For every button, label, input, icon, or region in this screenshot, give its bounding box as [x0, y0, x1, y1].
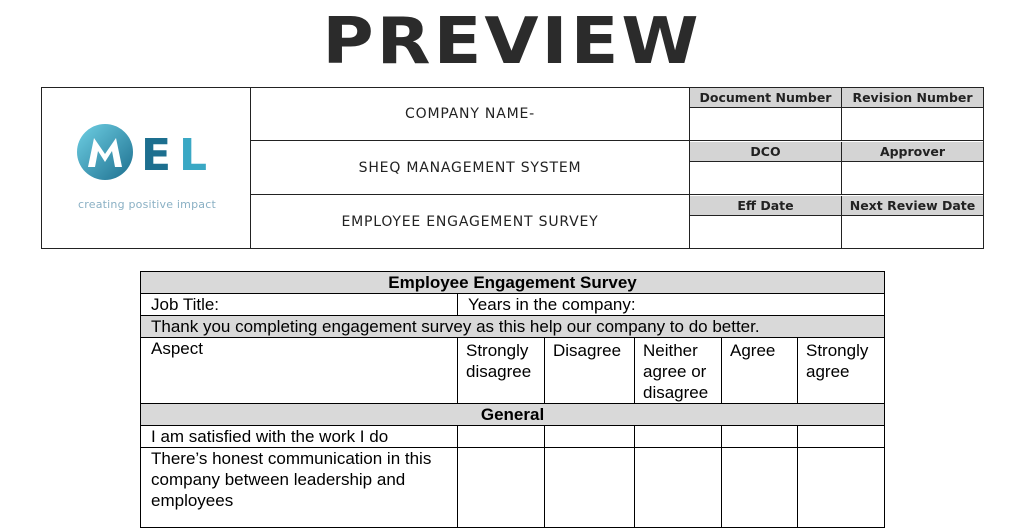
survey-title-row [141, 272, 885, 294]
dco-field[interactable] [690, 162, 842, 195]
option-neither: Neither agree or disagree [635, 338, 722, 404]
survey-item-row [141, 448, 885, 528]
approver-label: Approver [842, 142, 983, 162]
aspect-header: Aspect [141, 338, 458, 404]
eff-date-label: Eff Date [690, 196, 842, 216]
approver-field[interactable] [842, 162, 983, 195]
response-cell[interactable] [635, 426, 722, 448]
revision-number-label: Revision Number [842, 88, 983, 108]
response-cell[interactable] [798, 426, 885, 448]
response-cell[interactable] [798, 448, 885, 528]
dco-label: DCO [690, 142, 842, 162]
thank-you-row [141, 316, 885, 338]
years-in-company-field[interactable]: Years in the company: [458, 294, 885, 316]
revision-number-field[interactable] [842, 108, 983, 141]
response-cell[interactable] [545, 426, 635, 448]
preview-watermark: PREVIEW [322, 3, 702, 79]
survey-item-row [141, 426, 885, 448]
survey-title: Employee Engagement Survey [141, 272, 885, 294]
next-review-date-label: Next Review Date [842, 196, 983, 216]
svg-text:L: L [179, 130, 208, 181]
job-title-field[interactable]: Job Title: [141, 294, 458, 316]
job-info-row [141, 294, 885, 316]
logo-cell [42, 88, 251, 248]
survey-item-label: I am satisfied with the work I do [141, 426, 458, 448]
thank-you-note: Thank you completing engagement survey as this help our company to do better. [141, 316, 885, 338]
response-cell[interactable] [635, 448, 722, 528]
option-strongly-disagree: Strongly disagree [458, 338, 545, 404]
survey-table [140, 271, 885, 528]
option-disagree: Disagree [545, 338, 635, 404]
meta-block-document-number [690, 88, 983, 141]
company-logo [75, 122, 225, 182]
response-cell[interactable] [458, 426, 545, 448]
document-title: EMPLOYEE ENGAGEMENT SURVEY [251, 195, 690, 248]
document-header [41, 87, 984, 249]
aspect-header-row [141, 338, 885, 404]
eff-date-field[interactable] [690, 216, 842, 248]
section-general-row [141, 404, 885, 426]
meta-block-eff-date [690, 196, 983, 248]
response-cell[interactable] [722, 448, 798, 528]
section-general: General [141, 404, 885, 426]
logo-tagline: creating positive impact [78, 198, 216, 211]
company-name: COMPANY NAME- [251, 88, 690, 141]
response-cell[interactable] [722, 426, 798, 448]
next-review-date-field[interactable] [842, 216, 983, 248]
document-number-label: Document Number [690, 88, 842, 108]
survey-item-label: There’s honest communication in this company between leadership and employees [141, 448, 458, 528]
response-cell[interactable] [458, 448, 545, 528]
option-strongly-agree: Strongly agree [798, 338, 885, 404]
document-number-field[interactable] [690, 108, 842, 141]
management-system: SHEQ MANAGEMENT SYSTEM [251, 141, 690, 195]
option-agree: Agree [722, 338, 798, 404]
response-cell[interactable] [545, 448, 635, 528]
svg-text:E: E [141, 130, 172, 181]
meta-block-dco [690, 142, 983, 195]
